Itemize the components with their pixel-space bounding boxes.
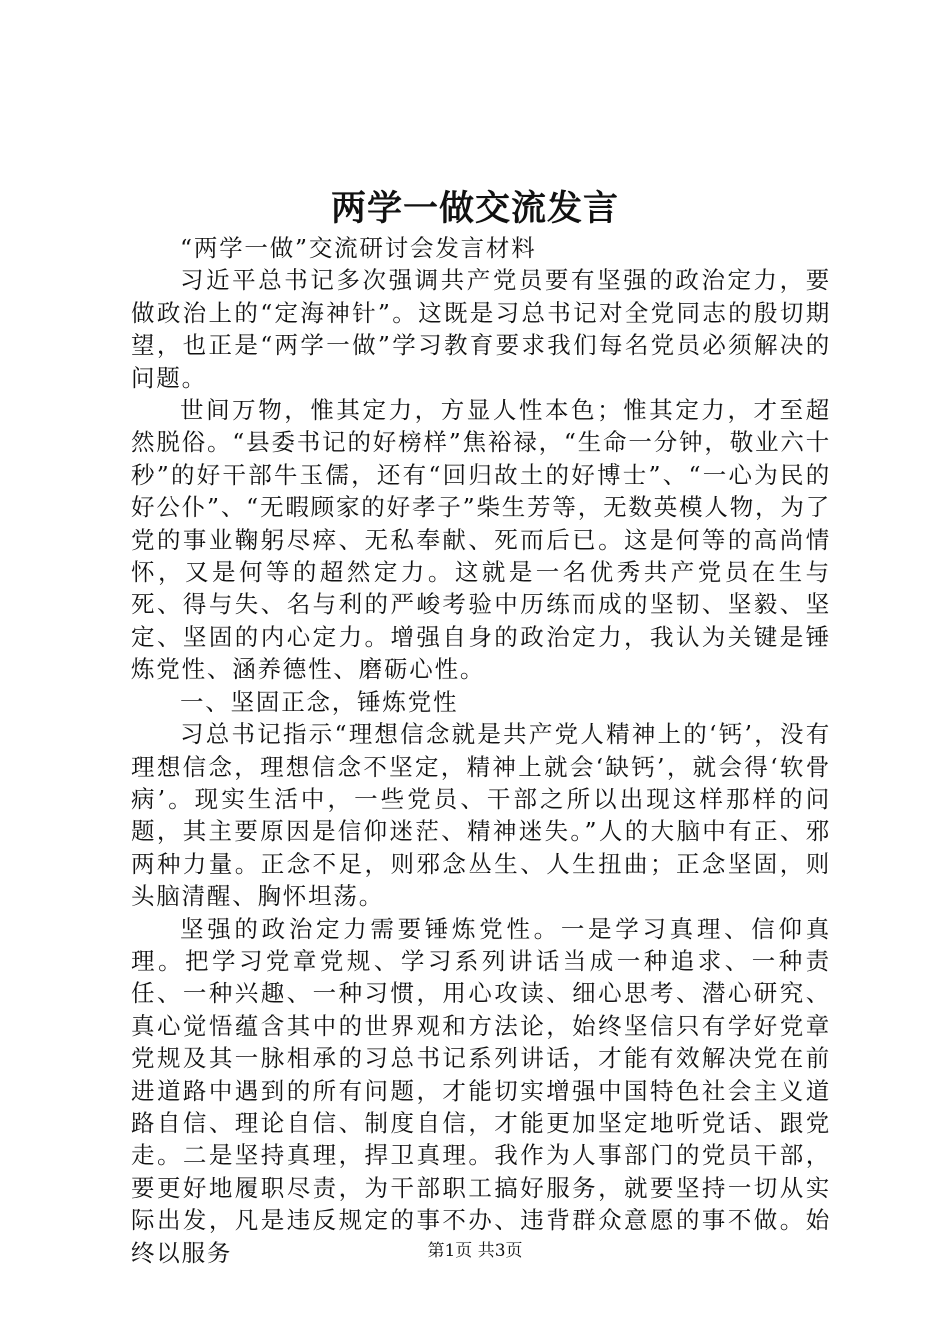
page-footer [0, 1240, 950, 1262]
document-title: 两学一做交流发言 [330, 188, 619, 229]
body-paragraph: 坚强的政治定力需要锤炼党性。一是学习真理、信仰真理。把学习党章党规、学习系列讲话当成一种追求、一种责任、一种兴趣、一种习惯，用心攻读、细心思考、潜心研究、真心觉悟蕴含其中的世界观和方法论，始终坚信只有学好党章党规及其一脉相承的习总书记系列讲话，才能有效解决党在前进道路中遇到的所有问题，才能切实增强中国特色社会主义道路自信、理论自信、制度自信，才能更加坚定地听党话、跟党走。二是坚持真理，捍卫真理。我作为人事部门的党员干部，要更好地履职尽责，为干部职工搞好服务，就要坚持一切从实际出发，凡是违反规定的事不办、违背群众意愿的事不做。始终以服务 [131, 914, 831, 1267]
document-body [131, 232, 831, 1269]
body-paragraph: 习近平总书记多次强调共产党员要有坚强的政治定力，要做政治上的“定海神针”。这既是习总书记对全党同志的殷切期望，也正是“两学一做”学习教育要求我们每名党员必须解决的问题。 [131, 266, 831, 392]
body-paragraph: 世间万物，惟其定力，方显人性本色；惟其定力，才至超然脱俗。“县委书记的好榜样”焦裕禄，“生命一分钟，敬业六十秒”的好干部牛玉儒，还有“回归故土的好博士”、“一心为民的好公仆”、“无暇顾家的好孝子”柴生芳等，无数英模人物，为了党的事业鞠躬尽瘁、无私奉献、死而后已。这是何等的高尚情怀，又是何等的超然定力。这就是一名优秀共产党员在生与死、得与失、名与利的严峻考验中历练而成的坚韧、坚毅、坚定、坚固的内心定力。增强自身的政治定力，我认为关键是锤炼党性、涵养德性、磨砺心性。 [131, 396, 831, 684]
page-total: 共3页 [477, 1241, 523, 1261]
body-paragraph: 习总书记指示“理想信念就是共产党人精神上的‘钙’，没有理想信念，理想信念不坚定，精神上就会‘缺钙’，就会得‘软骨病’。现实生活中，一些党员、干部之所以出现这样那样的问题，其主要原因是信仰迷茫、精神迷失。”人的大脑中有正、邪两种力量。正念不足，则邪念丛生、人生扭曲；正念坚固，则头脑清醒、胸怀坦荡。 [131, 720, 831, 911]
subtitle-paragraph: “两学一做”交流研讨会发言材料 [180, 234, 537, 262]
page-number: 第1页 [427, 1241, 473, 1261]
section-heading: 一、坚固正念，锤炼党性 [180, 687, 459, 716]
